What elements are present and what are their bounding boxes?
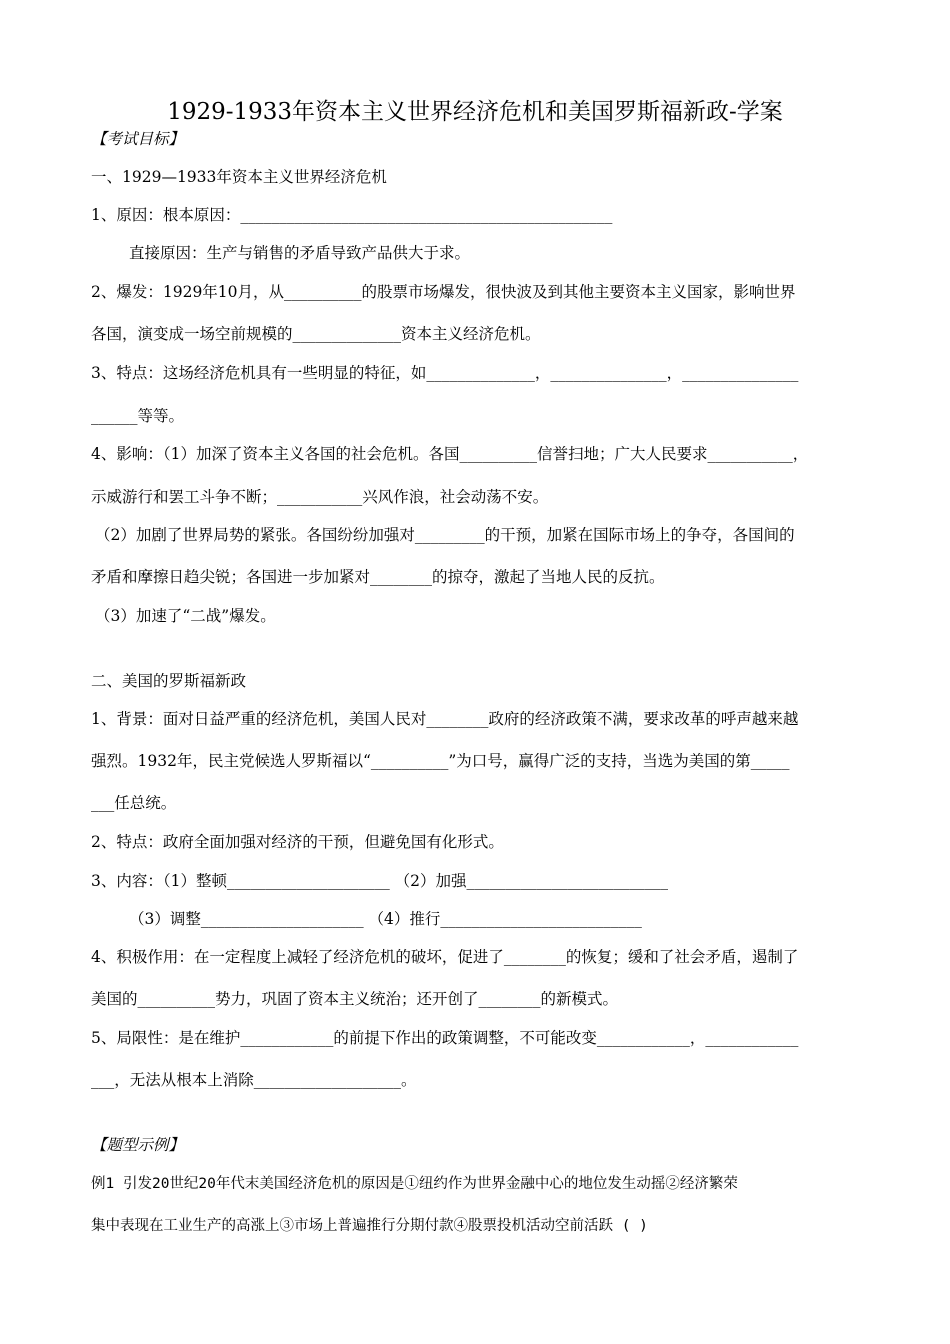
feature-line: 2、特点：政府全面加强对经济的干预，但避免国有化形式。 <box>91 833 504 851</box>
features-line-1: 3、特点：这场经济危机具有一些明显的特征，如______________，_______________，_______________ <box>91 364 799 382</box>
background-line-2: 强烈。1932年，民主党候选人罗斯福以“__________”为口号，赢得广泛的支持，当选为美国的第_____ <box>91 752 790 770</box>
limit-line-1: 5、局限性：是在维护____________的前提下作出的政策调整，不可能改变____________，____________ <box>91 1029 799 1047</box>
examples-heading: 【题型示例】 <box>91 1136 185 1154</box>
impact-line-5: （3）加速了“二战”爆发。 <box>95 607 276 625</box>
content-line-2: （3）调整_____________________ （4）推行__________________________ <box>129 910 642 928</box>
impact-line-2: 示威游行和罢工斗争不断；___________兴风作浪，社会动荡不安。 <box>91 488 549 506</box>
impact-line-3: （2）加剧了世界局势的紧张。各国纷纷加强对_________的干预，加紧在国际市场上的争夺，各国间的 <box>95 526 795 544</box>
limit-line-2: ___，无法从根本上消除___________________。 <box>91 1071 417 1089</box>
cause-direct: 直接原因：生产与销售的矛盾导致产品供大于求。 <box>129 244 471 262</box>
positive-line-2: 美国的__________势力，巩固了资本主义统治；还开创了________的新模式。 <box>91 990 619 1008</box>
example1-line-2: 集中表现在工业生产的高涨上③市场上普遍推行分期付款④股票投机活动空前活跃 ( ) <box>91 1218 648 1234</box>
example1-line-1: 例1 引发20世纪20年代末美国经济危机的原因是①纽约作为世界金融中心的地位发生动摇②经济繁荣 <box>91 1176 738 1192</box>
background-line-1: 1、背景：面对日益严重的经济危机，美国人民对________政府的经济政策不满，要求改革的呼声越来越 <box>91 710 799 728</box>
background-line-3: ___任总统。 <box>91 794 177 812</box>
section2-heading: 二、美国的罗斯福新政 <box>91 672 247 690</box>
impact-line-4: 矛盾和摩擦日趋尖锐；各国进一步加紧对________的掠夺，激起了当地人民的反抗。 <box>91 568 665 586</box>
impact-line-1: 4、影响：（1）加深了资本主义各国的社会危机。各国__________信誉扫地；广大人民要求___________， <box>91 445 809 463</box>
outbreak-line-2: 各国，演变成一场空前规模的______________资本主义经济危机。 <box>91 325 541 343</box>
content-line-1: 3、内容：（1）整顿_____________________ （2）加强__________________________ <box>91 872 669 890</box>
cause-root: 1、原因：根本原因：________________________________________________ <box>91 206 613 224</box>
section1-heading: 一、1929—1933年资本主义世界经济危机 <box>91 168 387 186</box>
positive-line-1: 4、积极作用：在一定程度上减轻了经济危机的破坏，促进了________的恢复；缓和了社会矛盾，遏制了 <box>91 948 799 966</box>
features-line-2: ______等等。 <box>91 407 185 425</box>
outbreak-line-1: 2、爆发：1929年10月，从__________的股票市场爆发，很快波及到其他主要资本主义国家，影响世界 <box>91 283 796 301</box>
exam-goal-heading: 【考试目标】 <box>91 130 185 148</box>
page-title: 1929-1933年资本主义世界经济危机和美国罗斯福新政-学案 <box>167 99 783 125</box>
